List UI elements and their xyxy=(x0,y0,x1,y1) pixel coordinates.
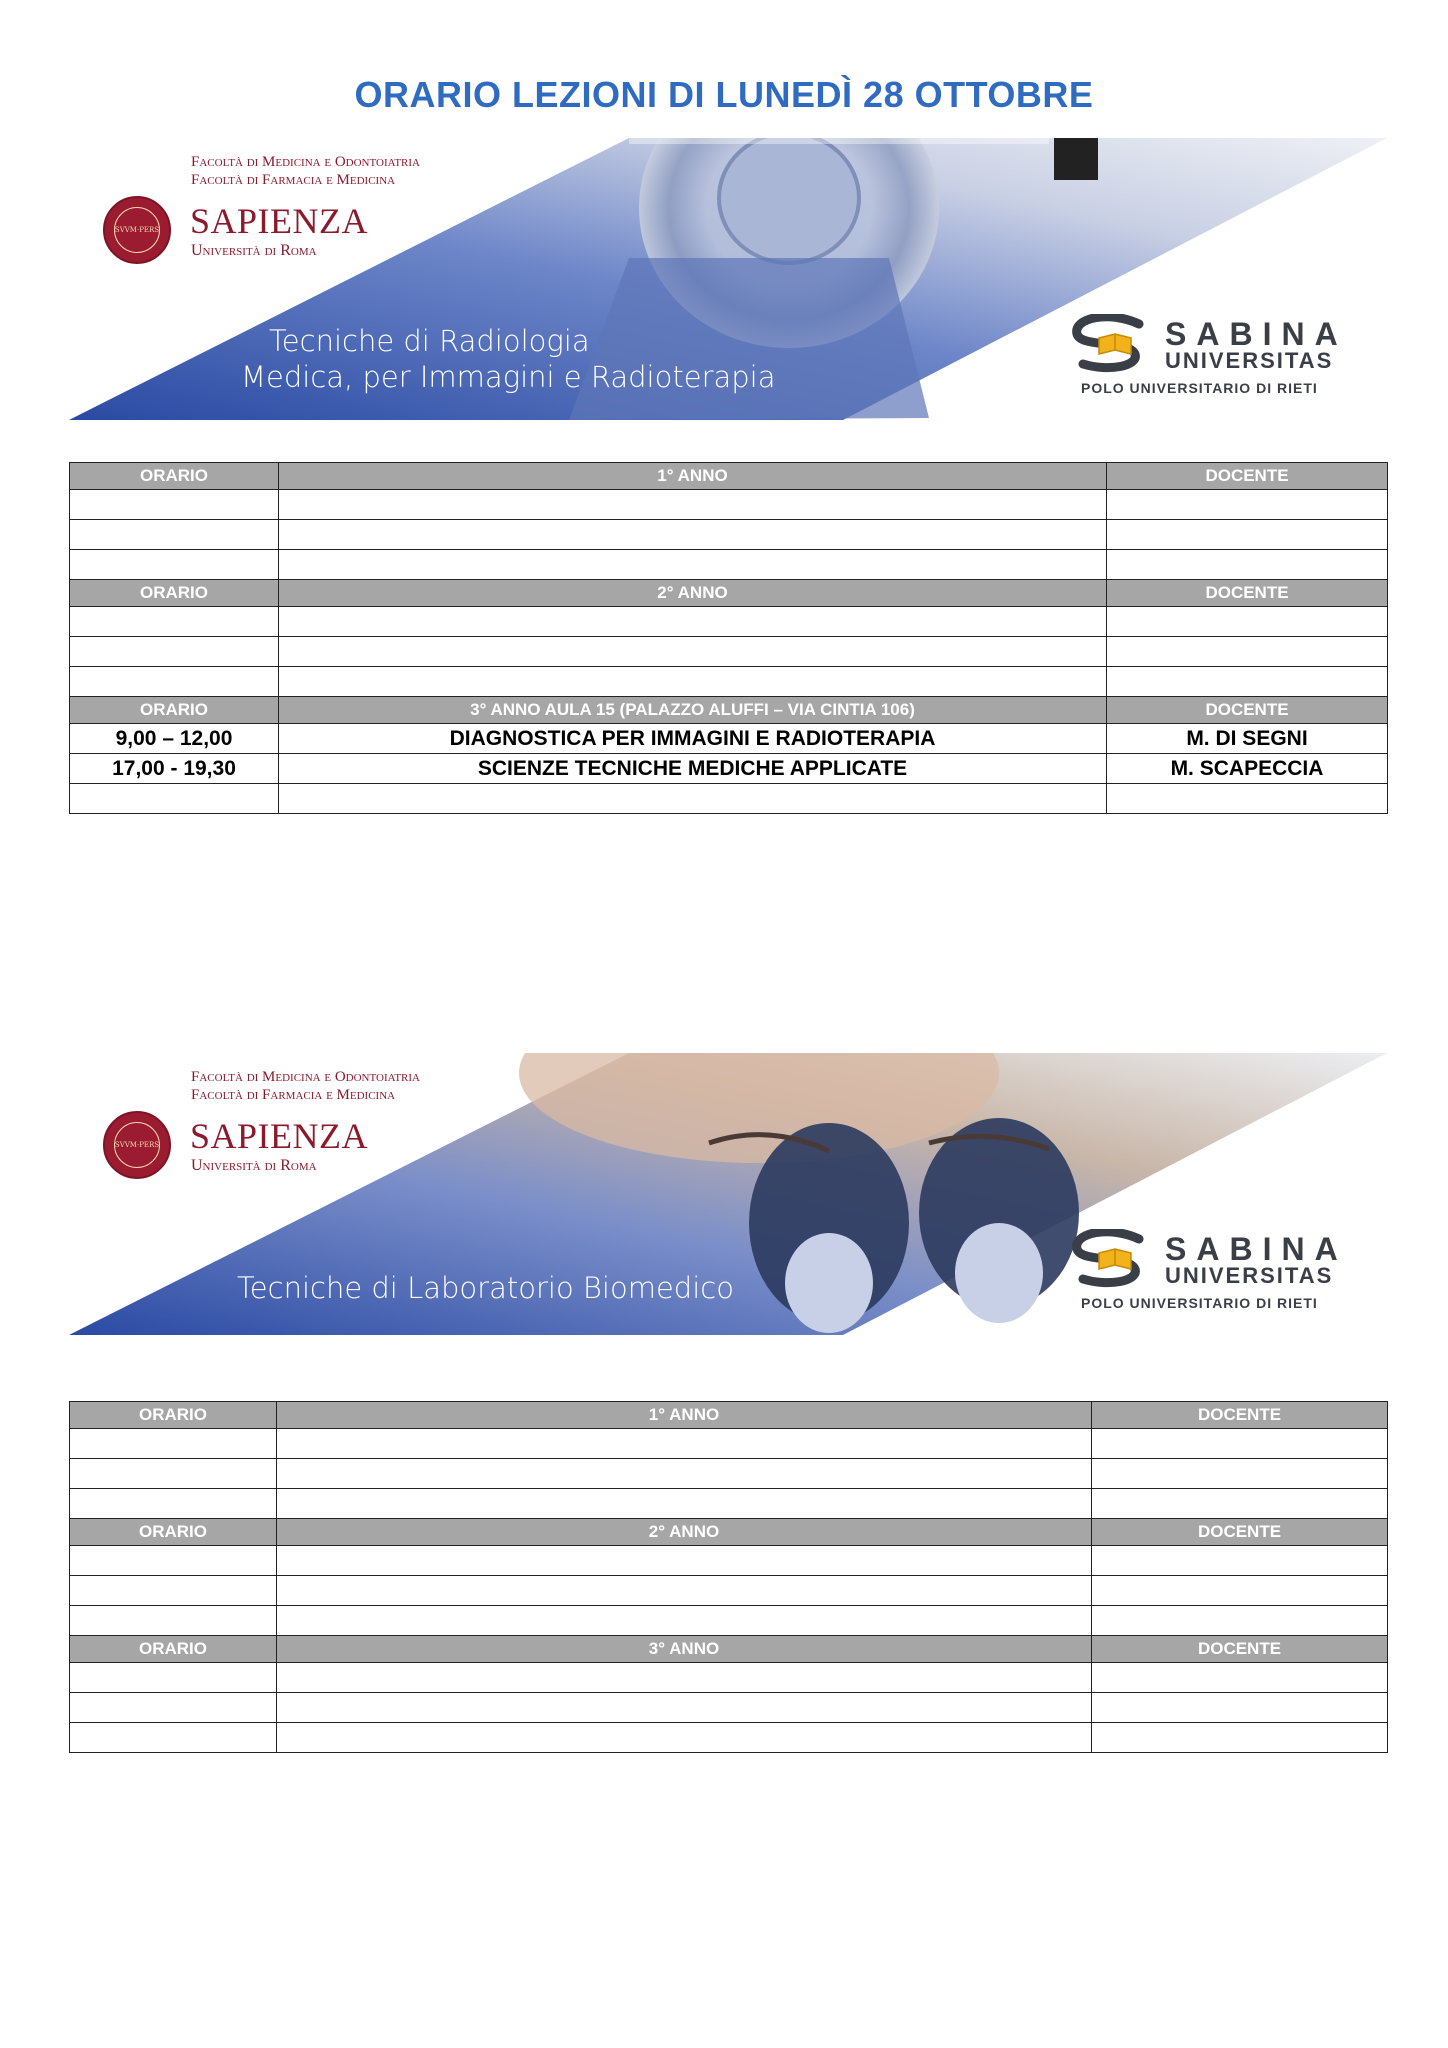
cell-docente xyxy=(1092,1429,1388,1459)
table-row xyxy=(70,667,1388,697)
cell-docente xyxy=(1107,550,1388,580)
cell-docente xyxy=(1092,1723,1388,1753)
sabina-name: SABINA xyxy=(1165,1231,1348,1267)
radiology-banner xyxy=(69,138,1387,420)
header-orario: ORARIO xyxy=(70,580,279,607)
header-docente: DOCENTE xyxy=(1092,1636,1388,1663)
header-orario: ORARIO xyxy=(70,1519,277,1546)
table-row xyxy=(70,1693,1388,1723)
course-title-line-2: Medica, per Immagini e Radioterapia xyxy=(241,360,776,394)
table-row xyxy=(70,1489,1388,1519)
radiology-schedule-table xyxy=(69,462,1388,814)
table-row xyxy=(70,520,1388,550)
cell-docente xyxy=(1092,1489,1388,1519)
header-year: 1° ANNO xyxy=(279,463,1107,490)
cell-docente xyxy=(1092,1693,1388,1723)
header-docente: DOCENTE xyxy=(1107,580,1388,607)
seal-text: SVVM·PERS xyxy=(114,207,160,253)
cell-orario xyxy=(70,1693,277,1723)
cell-orario xyxy=(70,784,279,814)
header-year: 2° ANNO xyxy=(277,1519,1092,1546)
table-row xyxy=(70,637,1388,667)
table-header-row xyxy=(70,580,1388,607)
table-row xyxy=(70,550,1388,580)
cell-lesson xyxy=(277,1606,1092,1636)
cell-orario xyxy=(70,1606,277,1636)
header-orario: ORARIO xyxy=(70,463,279,490)
cell-docente xyxy=(1092,1576,1388,1606)
cell-lesson xyxy=(277,1429,1092,1459)
table-row xyxy=(70,1606,1388,1636)
cell-docente xyxy=(1107,784,1388,814)
faculty-line-1: Facoltà di Medicina e Odontoiatria xyxy=(191,1069,420,1085)
cell-docente: M. SCAPECCIA xyxy=(1107,754,1388,784)
table-row xyxy=(70,784,1388,814)
sabina-logo xyxy=(1069,1229,1369,1309)
sapienza-name: SAPIENZA xyxy=(190,1116,369,1156)
cell-docente xyxy=(1107,637,1388,667)
polo-subtitle: POLO UNIVERSITARIO DI RIETI xyxy=(1081,380,1318,396)
table-row xyxy=(70,1723,1388,1753)
course-title-line-1: Tecniche di Radiologia xyxy=(269,324,590,358)
faculty-line-1: Facoltà di Medicina e Odontoiatria xyxy=(191,154,420,170)
cell-docente xyxy=(1092,1606,1388,1636)
cell-lesson xyxy=(279,550,1107,580)
cell-orario xyxy=(70,1663,277,1693)
cell-docente xyxy=(1107,490,1388,520)
table-row xyxy=(70,1576,1388,1606)
cell-orario xyxy=(70,550,279,580)
laboratory-schedule-table xyxy=(69,1401,1388,1753)
cell-orario xyxy=(70,1489,277,1519)
cell-orario xyxy=(70,520,279,550)
cell-lesson xyxy=(277,1546,1092,1576)
cell-docente xyxy=(1092,1459,1388,1489)
cell-lesson xyxy=(279,490,1107,520)
cell-orario xyxy=(70,490,279,520)
header-orario: ORARIO xyxy=(70,697,279,724)
cell-lesson xyxy=(277,1663,1092,1693)
sabina-s-book-icon xyxy=(1069,1229,1161,1289)
table-row xyxy=(70,490,1388,520)
cell-lesson xyxy=(279,784,1107,814)
cell-lesson xyxy=(277,1576,1092,1606)
cell-lesson: DIAGNOSTICA PER IMMAGINI E RADIOTERAPIA xyxy=(279,724,1107,754)
sapienza-logo xyxy=(85,1069,505,1189)
sabina-name: SABINA xyxy=(1165,316,1348,352)
header-year: 3° ANNO xyxy=(277,1636,1092,1663)
cell-orario xyxy=(70,1546,277,1576)
cell-orario xyxy=(70,1459,277,1489)
universitas-name: UNIVERSITAS xyxy=(1165,348,1334,373)
cell-lesson xyxy=(279,637,1107,667)
table-header-row xyxy=(70,463,1388,490)
seal-text: SVVM·PERS xyxy=(114,1122,160,1168)
faculty-line-2: Facoltà di Farmacia e Medicina xyxy=(191,172,396,188)
table-row xyxy=(70,607,1388,637)
cell-docente xyxy=(1107,607,1388,637)
cell-orario xyxy=(70,667,279,697)
header-docente: DOCENTE xyxy=(1092,1402,1388,1429)
cell-orario: 9,00 – 12,00 xyxy=(70,724,279,754)
cell-orario xyxy=(70,1723,277,1753)
cell-docente xyxy=(1092,1663,1388,1693)
cell-orario: 17,00 - 19,30 xyxy=(70,754,279,784)
header-year: 3° ANNO AULA 15 (PALAZZO ALUFFI – VIA CINTIA 106) xyxy=(279,697,1107,724)
cell-lesson xyxy=(277,1693,1092,1723)
sapienza-name: SAPIENZA xyxy=(190,201,369,241)
cell-lesson xyxy=(277,1459,1092,1489)
table-row xyxy=(70,1546,1388,1576)
cell-lesson: SCIENZE TECNICHE MEDICHE APPLICATE xyxy=(279,754,1107,784)
cell-orario xyxy=(70,637,279,667)
table-header-row xyxy=(70,1519,1388,1546)
table-row xyxy=(70,754,1388,784)
universitas-name: UNIVERSITAS xyxy=(1165,1263,1334,1288)
table-row xyxy=(70,724,1388,754)
header-docente: DOCENTE xyxy=(1092,1519,1388,1546)
table-header-row xyxy=(70,1402,1388,1429)
table-row xyxy=(70,1429,1388,1459)
header-year: 2° ANNO xyxy=(279,580,1107,607)
sabina-s-book-icon xyxy=(1069,314,1161,374)
cell-lesson xyxy=(279,607,1107,637)
sapienza-seal-icon xyxy=(103,1111,171,1179)
university-name: Università di Roma xyxy=(191,1157,317,1174)
sapienza-logo xyxy=(85,154,505,274)
header-docente: DOCENTE xyxy=(1107,697,1388,724)
course-title-line-1: Tecniche di Laboratorio Biomedico xyxy=(237,1271,734,1305)
header-year: 1° ANNO xyxy=(277,1402,1092,1429)
table-row xyxy=(70,1663,1388,1693)
cell-orario xyxy=(70,607,279,637)
cell-docente xyxy=(1107,667,1388,697)
cell-docente xyxy=(1092,1546,1388,1576)
header-docente: DOCENTE xyxy=(1107,463,1388,490)
header-orario: ORARIO xyxy=(70,1636,277,1663)
sabina-logo xyxy=(1069,314,1369,394)
cell-orario xyxy=(70,1429,277,1459)
faculty-line-2: Facoltà di Farmacia e Medicina xyxy=(191,1087,396,1103)
university-name: Università di Roma xyxy=(191,242,317,259)
cell-lesson xyxy=(277,1489,1092,1519)
cell-lesson xyxy=(277,1723,1092,1753)
cell-orario xyxy=(70,1576,277,1606)
table-row xyxy=(70,1459,1388,1489)
table-header-row xyxy=(70,1636,1388,1663)
cell-docente xyxy=(1107,520,1388,550)
laboratory-banner xyxy=(69,1053,1387,1335)
cell-docente: M. DI SEGNI xyxy=(1107,724,1388,754)
polo-subtitle: POLO UNIVERSITARIO DI RIETI xyxy=(1081,1295,1318,1311)
page-title: ORARIO LEZIONI DI LUNEDÌ 28 OTTOBRE xyxy=(354,74,1094,115)
sapienza-seal-icon xyxy=(103,196,171,264)
header-orario: ORARIO xyxy=(70,1402,277,1429)
cell-lesson xyxy=(279,520,1107,550)
cell-lesson xyxy=(279,667,1107,697)
table-header-row xyxy=(70,697,1388,724)
